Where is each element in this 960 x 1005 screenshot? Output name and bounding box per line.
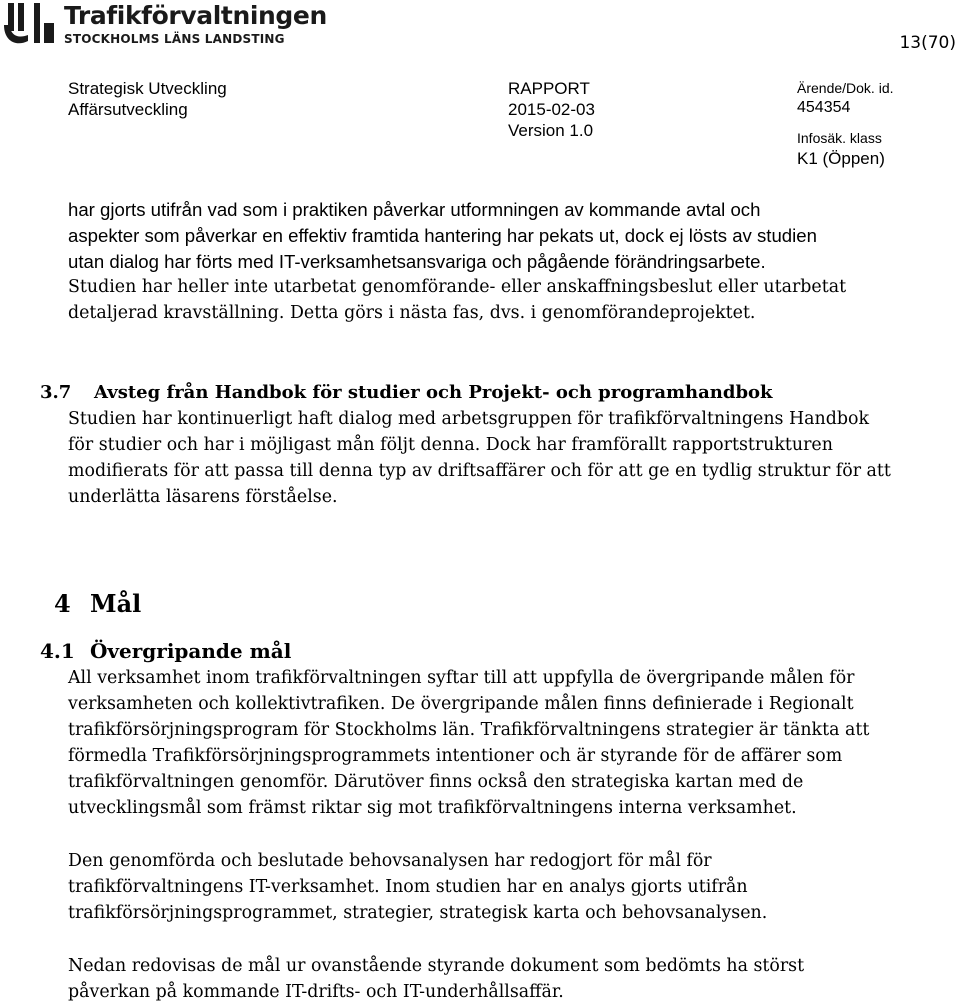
header-department-line: Strategisk Utveckling (68, 79, 227, 98)
text-line: trafikförsörjningsprogrammet, strategier, strategisk karta och behovsanalysen. (68, 903, 768, 923)
text-line: har gjorts utifrån vad som i praktiken påverkar utformningen av kommande avtal och (68, 199, 761, 220)
section-title: Övergripande mål (90, 639, 292, 663)
text-line: trafikförsörjningsprogram för Stockholms län. Trafikförvaltningens strategier är tänkta att (68, 720, 870, 740)
text-line: aspekter som påverkar en effektiv framtida hantering har pekats ut, dock ej lösts av studien (68, 225, 817, 246)
text-line: trafikförvaltningen genomför. Därutöver finns också den strategiska kartan med de (68, 772, 804, 792)
text-line: All verksamhet inom trafikförvaltningen syftar till att uppfylla de övergripande målen för (68, 668, 855, 688)
header-document-id (797, 78, 894, 170)
info-class-value: K1 (Öppen) (797, 149, 885, 168)
header-report-type: RAPPORT (508, 79, 590, 98)
intro-paragraph-serif (68, 274, 908, 326)
text-line: för studier och har i möjligast mån följt denna. Dock har framförallt rapportstrukturen (68, 435, 833, 455)
section-number: 3.7 (40, 382, 72, 403)
section-heading-3-7 (40, 380, 773, 406)
text-line: Nedan redovisas de mål ur ovanstående styrande dokument som bedömts ha störst (68, 956, 805, 976)
intro-paragraph-sans (68, 197, 908, 275)
header-department-line: Affärsutveckling (68, 100, 188, 119)
section-heading-4-1 (40, 637, 291, 665)
text-line: utan dialog har förts med IT-verksamhetsansvariga och pågående förändringsarbete. (68, 251, 766, 272)
section-title: Mål (90, 589, 142, 618)
header-report-date: 2015-02-03 (508, 100, 595, 119)
text-line: modifierats för att passa till denna typ av driftsaffärer och för att ge en tydlig struktur för att (68, 461, 891, 481)
logo-subtitle: STOCKHOLMS LÄNS LANDSTING (64, 32, 285, 46)
text-line: påverkan på kommande IT-drifts- och IT-underhållsaffär. (68, 982, 564, 1002)
text-line: detaljerad kravställning. Detta görs i nästa fas, dvs. i genomförandeprojektet. (68, 303, 756, 323)
logo-name: Trafikförvaltningen (64, 1, 327, 30)
section-title: Avsteg från Handbok för studier och Projekt- och programhandbok (94, 382, 773, 403)
text-line: förmedla Trafikförsörjningsprogrammets intentioner och är styrande för de affärer som (68, 746, 843, 766)
header-report-version: Version 1.0 (508, 121, 594, 140)
text-line: verksamheten och kollektivtrafiken. De övergripande målen finns definierade i Regionalt (68, 694, 854, 714)
section-4-1-paragraph-1 (68, 665, 908, 821)
logo (2, 1, 327, 51)
doc-id-value: 454354 (797, 99, 851, 116)
text-line: utvecklingsmål som främst riktar sig mot trafikförvaltningens interna verksamhet. (68, 798, 797, 818)
section-3-7-paragraph (68, 406, 908, 510)
section-heading-4 (54, 588, 141, 620)
doc-id-label: Ärende/Dok. id. (797, 80, 894, 96)
text-line: trafikförvaltningens IT-verksamhet. Inom studien har en analys gjorts utifrån (68, 877, 748, 897)
text-line: Den genomförda och beslutade behovsanalysen har redogjort för mål för (68, 851, 712, 871)
header-department (68, 78, 227, 120)
text-line: underlätta läsarens förståelse. (68, 487, 338, 507)
text-line: Studien har kontinuerligt haft dialog med arbetsgruppen för trafikförvaltningens Handbok (68, 409, 869, 429)
section-4-1-paragraph-2 (68, 848, 908, 926)
page-number: 13(70) (899, 33, 956, 53)
header-report-info (508, 78, 595, 141)
section-4-1-paragraph-3 (68, 953, 908, 1005)
text-line: Studien har heller inte utarbetat genomförande- eller anskaffningsbeslut eller utarbetat (68, 277, 847, 297)
info-class-label: Infosäk. klass (797, 130, 882, 146)
section-number: 4 (54, 589, 71, 618)
section-number: 4.1 (40, 639, 75, 663)
trafikforvaltningen-logo-icon (2, 1, 58, 49)
